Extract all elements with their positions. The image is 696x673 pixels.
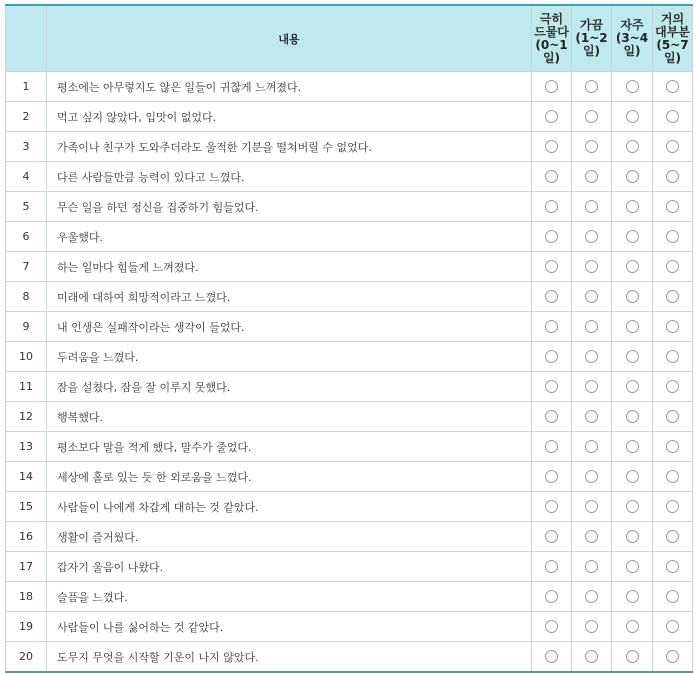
table-row [6, 282, 693, 312]
radio-cell-sometimes [572, 192, 612, 222]
radio-cell-sometimes [572, 372, 612, 402]
radio-cell-mostly [653, 312, 693, 342]
table-row [6, 312, 693, 342]
radio-often[interactable] [626, 260, 639, 273]
table-header [6, 5, 693, 72]
radio-rarely[interactable] [545, 500, 558, 513]
table-row [6, 402, 693, 432]
radio-cell-rarely [532, 402, 572, 432]
radio-cell-often [612, 612, 653, 642]
radio-cell-rarely [532, 162, 572, 192]
radio-cell-rarely [532, 192, 572, 222]
header-option-mostly [653, 5, 693, 72]
radio-sometimes[interactable] [585, 530, 598, 543]
table-row [6, 222, 693, 252]
radio-cell-often [612, 582, 653, 612]
table-row [6, 462, 693, 492]
row-number: 3 [6, 132, 47, 162]
radio-often[interactable] [626, 650, 639, 663]
radio-cell-often [612, 252, 653, 282]
radio-rarely[interactable] [545, 560, 558, 573]
question-text: 가족이나 친구가 도와주더라도 울적한 기분을 떨쳐버릴 수 없었다. [47, 132, 532, 162]
radio-cell-mostly [653, 342, 693, 372]
radio-cell-often [612, 552, 653, 582]
radio-sometimes[interactable] [585, 140, 598, 153]
radio-often[interactable] [626, 530, 639, 543]
radio-often[interactable] [626, 80, 639, 93]
question-text: 우울했다. [47, 222, 532, 252]
radio-cell-rarely [532, 72, 572, 102]
radio-cell-sometimes [572, 252, 612, 282]
row-number: 13 [6, 432, 47, 462]
radio-rarely[interactable] [545, 620, 558, 633]
radio-cell-sometimes [572, 72, 612, 102]
radio-cell-sometimes [572, 492, 612, 522]
radio-cell-often [612, 402, 653, 432]
radio-mostly[interactable] [666, 170, 679, 183]
radio-rarely[interactable] [545, 470, 558, 483]
radio-cell-sometimes [572, 522, 612, 552]
radio-cell-mostly [653, 372, 693, 402]
radio-rarely[interactable] [545, 650, 558, 663]
radio-rarely[interactable] [545, 350, 558, 363]
radio-mostly[interactable] [666, 470, 679, 483]
radio-often[interactable] [626, 200, 639, 213]
radio-cell-often [612, 372, 653, 402]
radio-cell-mostly [653, 552, 693, 582]
header-option-sometimes-label: 가끔 (1~2 일) [575, 18, 608, 58]
radio-mostly[interactable] [666, 380, 679, 393]
radio-sometimes[interactable] [585, 200, 598, 213]
row-number: 19 [6, 612, 47, 642]
radio-cell-rarely [532, 342, 572, 372]
radio-sometimes[interactable] [585, 620, 598, 633]
radio-cell-sometimes [572, 462, 612, 492]
radio-cell-mostly [653, 432, 693, 462]
radio-sometimes[interactable] [585, 80, 598, 93]
radio-cell-sometimes [572, 162, 612, 192]
radio-cell-rarely [532, 462, 572, 492]
radio-mostly[interactable] [666, 80, 679, 93]
radio-often[interactable] [626, 410, 639, 423]
table-row [6, 72, 693, 102]
row-number: 16 [6, 522, 47, 552]
radio-sometimes[interactable] [585, 470, 598, 483]
radio-cell-often [612, 522, 653, 552]
radio-cell-sometimes [572, 432, 612, 462]
question-text: 잠을 설쳤다, 잠을 잘 이루지 못했다. [47, 372, 532, 402]
row-number: 9 [6, 312, 47, 342]
table-row [6, 132, 693, 162]
radio-mostly[interactable] [666, 200, 679, 213]
radio-often[interactable] [626, 320, 639, 333]
radio-cell-rarely [532, 642, 572, 673]
radio-often[interactable] [626, 170, 639, 183]
radio-cell-mostly [653, 192, 693, 222]
question-text: 먹고 싶지 않았다, 입맛이 없었다. [47, 102, 532, 132]
radio-often[interactable] [626, 380, 639, 393]
radio-cell-often [612, 222, 653, 252]
radio-rarely[interactable] [545, 170, 558, 183]
radio-sometimes[interactable] [585, 650, 598, 663]
survey-container [5, 4, 692, 673]
radio-rarely[interactable] [545, 260, 558, 273]
radio-cell-rarely [532, 282, 572, 312]
radio-cell-mostly [653, 582, 693, 612]
radio-rarely[interactable] [545, 110, 558, 123]
radio-cell-mostly [653, 222, 693, 252]
radio-rarely[interactable] [545, 440, 558, 453]
question-text: 슬픔을 느꼈다. [47, 582, 532, 612]
radio-cell-sometimes [572, 102, 612, 132]
radio-cell-often [612, 642, 653, 673]
radio-mostly[interactable] [666, 110, 679, 123]
radio-cell-mostly [653, 132, 693, 162]
radio-sometimes[interactable] [585, 170, 598, 183]
question-text: 사람들이 나에게 차갑게 대하는 것 같았다. [47, 492, 532, 522]
radio-sometimes[interactable] [585, 410, 598, 423]
table-row [6, 372, 693, 402]
question-text: 도무지 무엇을 시작할 기운이 나지 않았다. [47, 642, 532, 673]
header-option-mostly-label: 거의 대부분 (5~7 일) [655, 11, 690, 65]
table-row [6, 612, 693, 642]
radio-rarely[interactable] [545, 290, 558, 303]
radio-cell-often [612, 462, 653, 492]
table-row [6, 492, 693, 522]
radio-cell-mostly [653, 102, 693, 132]
row-number: 1 [6, 72, 47, 102]
radio-rarely[interactable] [545, 230, 558, 243]
radio-cell-mostly [653, 72, 693, 102]
radio-rarely[interactable] [545, 200, 558, 213]
question-text: 미래에 대하여 희망적이라고 느꼈다. [47, 282, 532, 312]
radio-cell-sometimes [572, 222, 612, 252]
radio-cell-sometimes [572, 402, 612, 432]
radio-sometimes[interactable] [585, 440, 598, 453]
row-number: 15 [6, 492, 47, 522]
row-number: 11 [6, 372, 47, 402]
radio-sometimes[interactable] [585, 500, 598, 513]
radio-often[interactable] [626, 590, 639, 603]
question-text: 하는 일마다 힘들게 느껴졌다. [47, 252, 532, 282]
radio-cell-often [612, 342, 653, 372]
row-number: 17 [6, 552, 47, 582]
question-text: 행복했다. [47, 402, 532, 432]
radio-sometimes[interactable] [585, 560, 598, 573]
table-row [6, 252, 693, 282]
radio-cell-rarely [532, 612, 572, 642]
header-option-rarely [532, 5, 572, 72]
radio-cell-rarely [532, 582, 572, 612]
question-text: 갑자기 울음이 나왔다. [47, 552, 532, 582]
radio-mostly[interactable] [666, 620, 679, 633]
radio-cell-mostly [653, 642, 693, 673]
row-number: 7 [6, 252, 47, 282]
radio-cell-mostly [653, 492, 693, 522]
row-number: 6 [6, 222, 47, 252]
radio-mostly[interactable] [666, 590, 679, 603]
radio-cell-rarely [532, 132, 572, 162]
radio-cell-rarely [532, 522, 572, 552]
radio-rarely[interactable] [545, 530, 558, 543]
radio-mostly[interactable] [666, 230, 679, 243]
radio-cell-mostly [653, 612, 693, 642]
radio-often[interactable] [626, 350, 639, 363]
question-text: 사람들이 나를 싫어하는 것 같았다. [47, 612, 532, 642]
radio-mostly[interactable] [666, 410, 679, 423]
radio-mostly[interactable] [666, 260, 679, 273]
radio-cell-sometimes [572, 642, 612, 673]
radio-cell-sometimes [572, 132, 612, 162]
radio-cell-rarely [532, 372, 572, 402]
radio-sometimes[interactable] [585, 230, 598, 243]
radio-sometimes[interactable] [585, 590, 598, 603]
header-option-sometimes [572, 5, 612, 72]
depression-scale-table [5, 4, 693, 673]
radio-cell-often [612, 102, 653, 132]
table-body [6, 72, 693, 673]
radio-often[interactable] [626, 230, 639, 243]
radio-cell-sometimes [572, 342, 612, 372]
radio-cell-often [612, 432, 653, 462]
radio-sometimes[interactable] [585, 110, 598, 123]
radio-mostly[interactable] [666, 560, 679, 573]
table-row [6, 642, 693, 673]
radio-often[interactable] [626, 620, 639, 633]
row-number: 20 [6, 642, 47, 673]
radio-cell-often [612, 192, 653, 222]
radio-mostly[interactable] [666, 350, 679, 363]
radio-cell-sometimes [572, 312, 612, 342]
table-row [6, 552, 693, 582]
radio-cell-rarely [532, 312, 572, 342]
radio-cell-sometimes [572, 582, 612, 612]
row-number: 2 [6, 102, 47, 132]
radio-cell-sometimes [572, 552, 612, 582]
radio-cell-often [612, 492, 653, 522]
radio-cell-rarely [532, 552, 572, 582]
radio-cell-often [612, 282, 653, 312]
radio-cell-often [612, 312, 653, 342]
question-text: 무슨 일을 하던 정신을 집중하기 힘들었다. [47, 192, 532, 222]
radio-cell-rarely [532, 252, 572, 282]
header-option-often [612, 5, 653, 72]
radio-cell-rarely [532, 102, 572, 132]
question-text: 세상에 홀로 있는 듯 한 외로움을 느꼈다. [47, 462, 532, 492]
row-number: 8 [6, 282, 47, 312]
radio-cell-often [612, 132, 653, 162]
radio-sometimes[interactable] [585, 290, 598, 303]
table-row [6, 432, 693, 462]
question-text: 평소보다 말을 적게 했다, 말수가 줄었다. [47, 432, 532, 462]
radio-mostly[interactable] [666, 320, 679, 333]
header-option-rarely-label: 극히 드물다 (0~1 일) [534, 11, 569, 65]
header-num [6, 5, 47, 72]
question-text: 두려움을 느꼈다. [47, 342, 532, 372]
radio-cell-sometimes [572, 612, 612, 642]
radio-cell-mostly [653, 522, 693, 552]
row-number: 4 [6, 162, 47, 192]
row-number: 5 [6, 192, 47, 222]
radio-often[interactable] [626, 440, 639, 453]
radio-often[interactable] [626, 470, 639, 483]
table-row [6, 162, 693, 192]
radio-rarely[interactable] [545, 320, 558, 333]
radio-cell-rarely [532, 492, 572, 522]
radio-cell-rarely [532, 432, 572, 462]
row-number: 18 [6, 582, 47, 612]
radio-often[interactable] [626, 110, 639, 123]
radio-often[interactable] [626, 290, 639, 303]
question-text: 다른 사람들만큼 능력이 있다고 느꼈다. [47, 162, 532, 192]
radio-often[interactable] [626, 560, 639, 573]
question-text: 평소에는 아무렇지도 않은 일들이 귀찮게 느껴졌다. [47, 72, 532, 102]
radio-mostly[interactable] [666, 290, 679, 303]
header-content: 내용 [47, 5, 532, 72]
radio-cell-mostly [653, 462, 693, 492]
radio-sometimes[interactable] [585, 350, 598, 363]
question-text: 내 인생은 실패작이라는 생각이 들었다. [47, 312, 532, 342]
radio-mostly[interactable] [666, 650, 679, 663]
radio-sometimes[interactable] [585, 320, 598, 333]
radio-mostly[interactable] [666, 140, 679, 153]
radio-cell-mostly [653, 162, 693, 192]
radio-cell-sometimes [572, 282, 612, 312]
radio-often[interactable] [626, 140, 639, 153]
table-row [6, 192, 693, 222]
radio-rarely[interactable] [545, 380, 558, 393]
row-number: 14 [6, 462, 47, 492]
table-row [6, 522, 693, 552]
question-text: 생활이 즐거웠다. [47, 522, 532, 552]
radio-cell-mostly [653, 252, 693, 282]
radio-mostly[interactable] [666, 500, 679, 513]
radio-sometimes[interactable] [585, 260, 598, 273]
radio-mostly[interactable] [666, 530, 679, 543]
radio-rarely[interactable] [545, 80, 558, 93]
radio-cell-mostly [653, 282, 693, 312]
radio-sometimes[interactable] [585, 380, 598, 393]
radio-cell-rarely [532, 222, 572, 252]
radio-mostly[interactable] [666, 440, 679, 453]
row-number: 12 [6, 402, 47, 432]
table-row [6, 342, 693, 372]
header-row [6, 5, 693, 72]
radio-cell-often [612, 162, 653, 192]
header-option-often-label: 자주 (3~4 일) [615, 18, 649, 58]
radio-rarely[interactable] [545, 140, 558, 153]
radio-rarely[interactable] [545, 410, 558, 423]
radio-cell-often [612, 72, 653, 102]
radio-often[interactable] [626, 500, 639, 513]
table-row [6, 102, 693, 132]
radio-cell-mostly [653, 402, 693, 432]
table-row [6, 582, 693, 612]
row-number: 10 [6, 342, 47, 372]
radio-rarely[interactable] [545, 590, 558, 603]
